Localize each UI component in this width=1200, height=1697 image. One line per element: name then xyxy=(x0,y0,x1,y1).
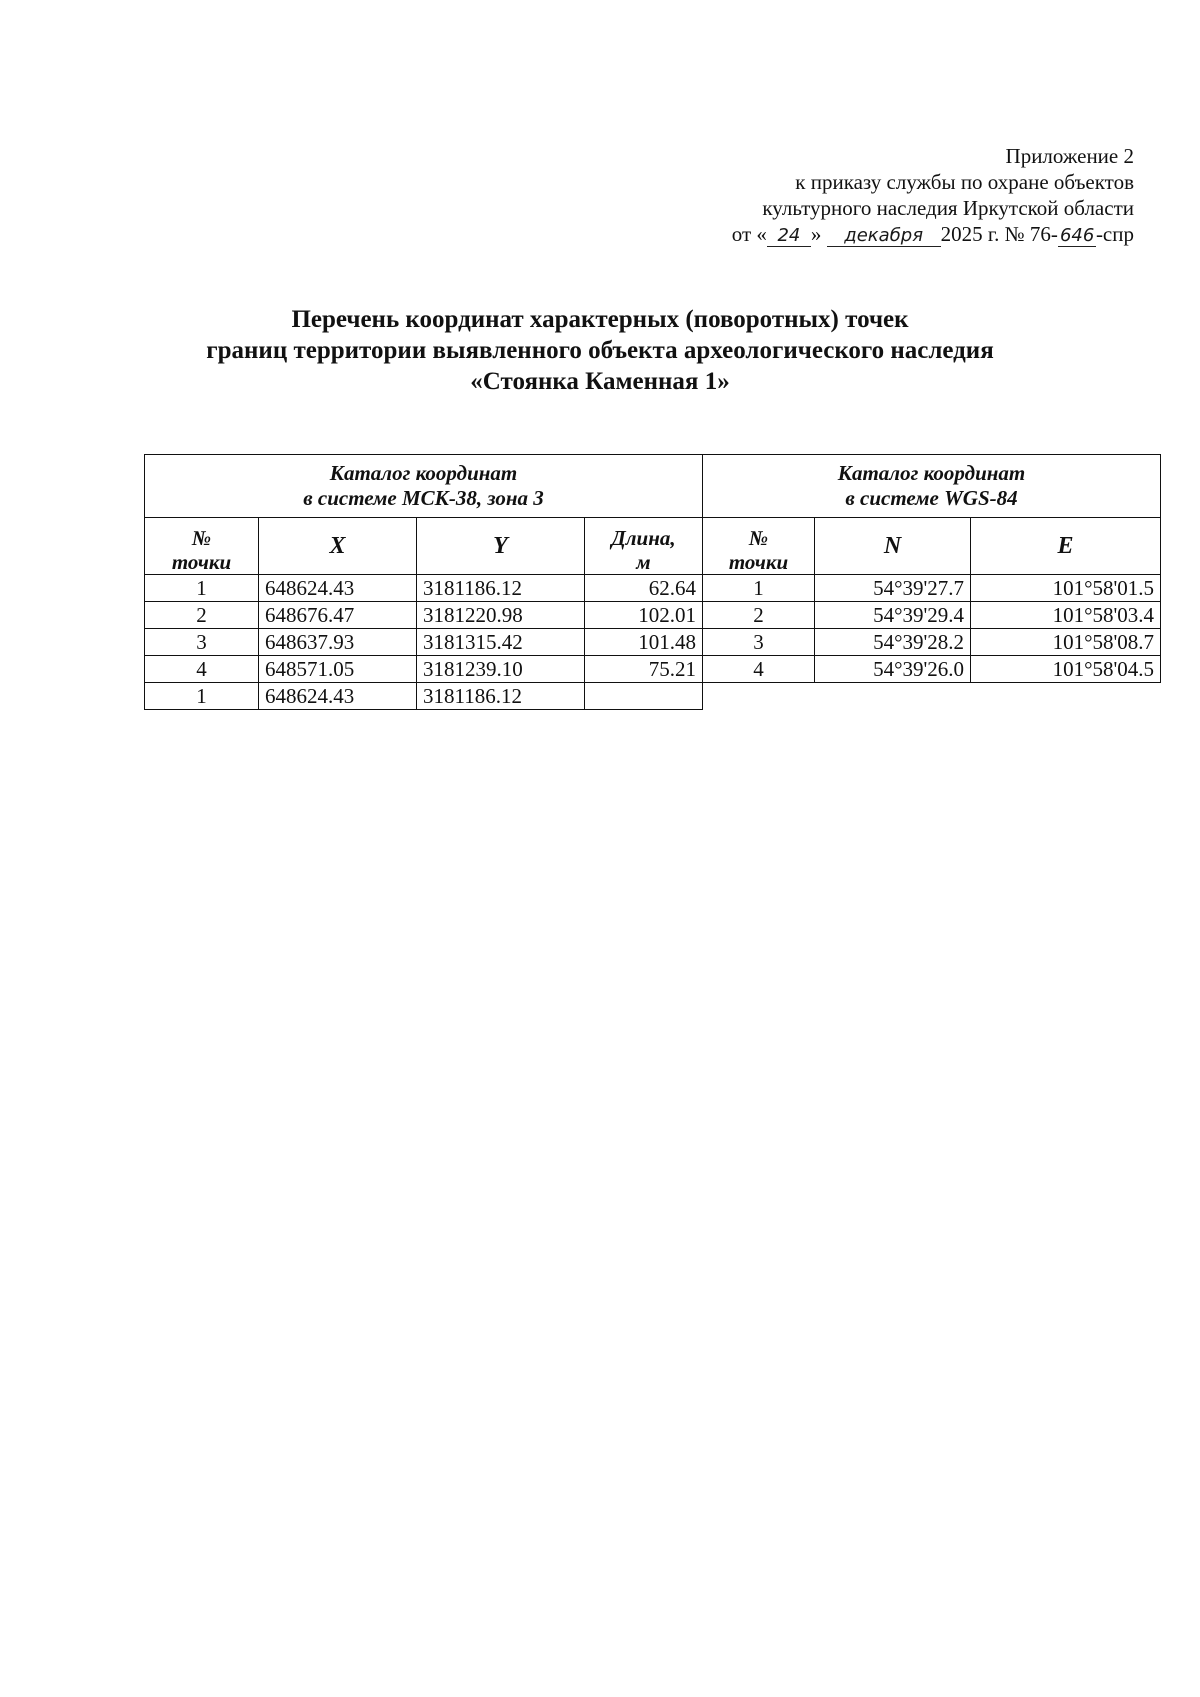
cell-length: 62.64 xyxy=(585,575,703,602)
cell-x: 648637.93 xyxy=(259,629,417,656)
cell-x: 648676.47 xyxy=(259,602,417,629)
cell-n: 54°39'28.2 xyxy=(815,629,971,656)
wgs-header-line-1: Каталог координат xyxy=(837,461,1026,485)
cell-length-empty xyxy=(585,683,703,710)
col-e: E xyxy=(971,518,1161,575)
document-title xyxy=(0,304,1200,397)
col-wgs-point-no-label: точки xyxy=(728,550,789,574)
table-row xyxy=(145,602,1161,629)
cell-y: 3181186.12 xyxy=(417,683,585,710)
cell-point-no: 2 xyxy=(145,602,259,629)
cell-wgs-point-no: 3 xyxy=(703,629,815,656)
cell-length: 101.48 xyxy=(585,629,703,656)
col-point-no-sign: № xyxy=(191,526,212,550)
group-header-row xyxy=(145,455,1161,518)
cell-y: 3181220.98 xyxy=(417,602,585,629)
col-length-unit: м xyxy=(636,550,651,574)
cell-y: 3181186.12 xyxy=(417,575,585,602)
cell-wgs-point-no: 1 xyxy=(703,575,815,602)
cell-length: 102.01 xyxy=(585,602,703,629)
date-year: 2025 г. № 76- xyxy=(940,222,1058,246)
date-prefix: от « xyxy=(731,222,767,246)
col-wgs-point-no-sign: № xyxy=(748,526,769,550)
cell-n: 54°39'27.7 xyxy=(815,575,971,602)
cell-wgs-point-no: 2 xyxy=(703,602,815,629)
closing-row xyxy=(145,683,1161,710)
col-n: N xyxy=(815,518,971,575)
title-line-1: Перечень координат характерных (поворотных) точек xyxy=(291,306,909,333)
handwritten-order-number: 646 xyxy=(1059,225,1095,246)
handwritten-day: 24 xyxy=(767,226,811,247)
appendix-authority: культурного наследия Иркутской области xyxy=(762,196,1134,220)
msk-header-line-1: Каталог координат xyxy=(329,461,518,485)
cell-x: 648571.05 xyxy=(259,656,417,683)
cell-length: 75.21 xyxy=(585,656,703,683)
cell-point-no: 1 xyxy=(145,683,259,710)
cell-e: 101°58'08.7 xyxy=(971,629,1161,656)
wgs84-catalog-header xyxy=(703,455,1161,518)
appendix-date-line xyxy=(732,221,1134,247)
column-header-row xyxy=(145,518,1161,575)
col-y: Y xyxy=(417,518,585,575)
title-line-2: границ территории выявленного объекта археологического наследия xyxy=(206,337,994,364)
empty-cell xyxy=(703,683,815,710)
cell-n: 54°39'29.4 xyxy=(815,602,971,629)
cell-y: 3181239.10 xyxy=(417,656,585,683)
col-wgs-point-no xyxy=(703,518,815,575)
cell-n: 54°39'26.0 xyxy=(815,656,971,683)
col-length xyxy=(585,518,703,575)
cell-point-no: 1 xyxy=(145,575,259,602)
wgs-header-line-2: в системе WGS-84 xyxy=(845,486,1018,510)
date-mid: » xyxy=(810,222,822,246)
order-suffix: -спр xyxy=(1095,222,1134,246)
cell-e: 101°58'03.4 xyxy=(971,602,1161,629)
col-point-no-label: точки xyxy=(171,550,232,574)
cell-x: 648624.43 xyxy=(259,575,417,602)
empty-cell xyxy=(815,683,971,710)
cell-x: 648624.43 xyxy=(259,683,417,710)
msk38-catalog-header xyxy=(145,455,703,518)
appendix-number: Приложение 2 xyxy=(1005,144,1134,168)
col-point-no xyxy=(145,518,259,575)
cell-wgs-point-no: 4 xyxy=(703,656,815,683)
cell-y: 3181315.42 xyxy=(417,629,585,656)
cell-point-no: 3 xyxy=(145,629,259,656)
cell-e: 101°58'04.5 xyxy=(971,656,1161,683)
msk-header-line-2: в системе МСК-38, зона 3 xyxy=(303,486,544,510)
empty-cell xyxy=(971,683,1161,710)
table-row xyxy=(145,575,1161,602)
col-length-label: Длина, xyxy=(611,526,676,550)
title-line-3: «Стоянка Каменная 1» xyxy=(470,368,730,395)
appendix-order-ref: к приказу службы по охране объектов xyxy=(795,170,1134,194)
coordinates-table xyxy=(144,454,1161,710)
col-x: X xyxy=(259,518,417,575)
handwritten-month: декабря xyxy=(827,226,941,247)
table-row xyxy=(145,656,1161,683)
cell-point-no: 4 xyxy=(145,656,259,683)
table-row xyxy=(145,629,1161,656)
appendix-header xyxy=(732,143,1134,247)
cell-e: 101°58'01.5 xyxy=(971,575,1161,602)
